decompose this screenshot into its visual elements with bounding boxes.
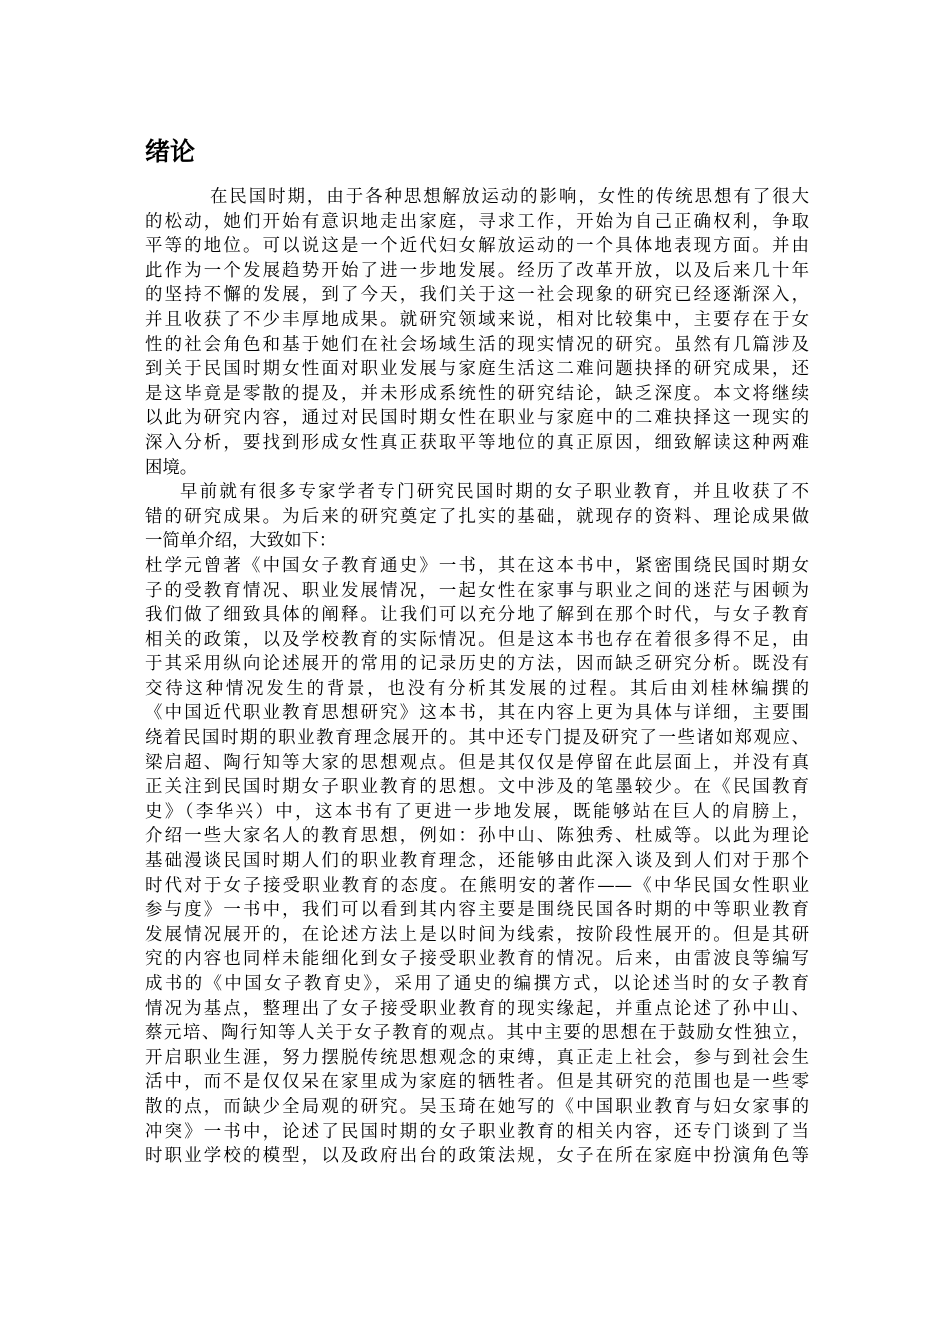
text-line: 平等的地位。可以说这是一个近代妇女解放运动的一个具体地表现方面。并由	[145, 236, 809, 257]
text-line: 是这毕竟是零散的提及，并未形成系统性的研究结论，缺乏深度。本文将继续	[145, 383, 809, 404]
text-line: 我们做了细致具体的阐释。让我们可以充分地了解到在那个时代，与女子教育	[145, 605, 809, 626]
text-line: 《中国近代职业教育思想研究》这本书，其在内容上更为具体与详细，主要围	[145, 703, 809, 724]
text-line: 此作为一个发展趋势开始了进一步地发展。经历了改革开放，以及后来几十年	[145, 260, 809, 281]
text-line: 困境。	[145, 457, 198, 478]
text-line: 到关于民国时期女性面对职业发展与家庭生活这二难问题抉择的研究成果，还	[145, 359, 809, 380]
text-line: 错的研究成果。为后来的研究奠定了扎实的基础，就现存的资料、理论成果做	[145, 506, 809, 527]
text-line: 时职业学校的模型，以及政府出台的政策法规，女子在所在家庭中扮演角色等	[145, 1146, 809, 1167]
text-line: 梁启超、陶行知等大家的思想观点。但是其仅仅是停留在此层面上，并没有真	[145, 752, 809, 773]
text-line: 冲突》一书中，论述了民国时期的女子职业教育的相关内容，还专门谈到了当	[145, 1121, 809, 1142]
text-line: 史》（李华兴）中，这本书有了更进一步地发展，既能够站在巨人的肩膀上，	[145, 801, 809, 822]
text-line: 散的点，而缺少全局观的研究。吴玉琦在她写的《中国职业教育与妇女家事的	[145, 1096, 809, 1117]
text-line: 一简单介绍，大致如下：	[145, 531, 337, 552]
text-line: 开启职业生涯，努力摆脱传统思想观念的束缚，真正走上社会，参与到社会生	[145, 1047, 809, 1068]
text-line: 介绍一些大家名人的教育思想，例如：孙中山、陈独秀、杜威等。以此为理论	[145, 826, 809, 847]
text-line: 的松动，她们开始有意识地走出家庭，寻求工作，开始为自己正确权利，争取	[145, 211, 809, 232]
body-text	[145, 185, 809, 1169]
text-line: 成书的《中国女子教育史》，采用了通史的编撰方式，以论述当时的女子教育	[145, 974, 809, 994]
text-line: 究的内容也同样未能细化到女子接受职业教育的情况。后来，由雷波良等编写	[145, 949, 809, 970]
section-heading: 绪论	[145, 137, 196, 166]
text-line: 正关注到民国时期女子职业教育的思想。文中涉及的笔墨较少。在《民国教育	[145, 777, 809, 798]
text-line: 参与度》一书中，我们可以看到其内容主要是围绕民国各时期的中等职业教育	[145, 900, 809, 921]
text-line: 情况为基点，整理出了女子接受职业教育的现实缘起，并重点论述了孙中山、	[145, 998, 809, 1019]
text-line: 蔡元培、陶行知等人关于女子教育的观点。其中主要的思想在于鼓励女性独立，	[145, 1023, 809, 1044]
text-line: 绕着民国时期的职业教育理念展开的。其中还专门提及研究了一些诸如郑观应、	[145, 728, 809, 749]
text-line: 以此为研究内容，通过对民国时期女性在职业与家庭中的二难抉择这一现实的	[145, 408, 809, 429]
text-line: 于其采用纵向论述展开的常用的记录历史的方法，因而缺乏研究分析。既没有	[145, 654, 809, 675]
text-line: 性的社会角色和基于她们在社会场域生活的现实情况的研究。虽然有几篇涉及	[145, 334, 809, 355]
text-line: 子的受教育情况、职业发展情况，一起女性在家事与职业之间的迷茫与困顿为	[145, 580, 809, 601]
text-line: 在民国时期，由于各种思想解放运动的影响，女性的传统思想有了很大	[210, 187, 809, 207]
text-line: 活中，而不是仅仅呆在家里成为家庭的牺牲者。但是其研究的范围也是一些零	[145, 1072, 809, 1093]
text-line: 相关的政策，以及学校教育的实际情况。但是这本书也存在着很多得不足，由	[145, 629, 809, 650]
text-line: 并且收获了不少丰厚地成果。就研究领域来说，相对比较集中，主要存在于女	[145, 309, 809, 330]
text-line: 交待这种情况发生的背景，也没有分析其发展的过程。其后由刘桂林编撰的	[145, 678, 809, 699]
text-line: 发展情况展开的，在论述方法上是以时间为线索，按阶段性展开的。但是其研	[145, 924, 809, 945]
text-line: 杜学元曾著《中国女子教育通史》一书，其在这本书中，紧密围绕民国时期女	[145, 555, 809, 576]
text-line: 基础漫谈民国时期人们的职业教育理念，还能够由此深入谈及到人们对于那个	[145, 851, 809, 872]
text-line: 的坚持不懈的发展，到了今天，我们关于这一社会现象的研究已经逐渐深入，	[145, 285, 809, 306]
text-line: 早前就有很多专家学者专门研究民国时期的女子职业教育，并且收获了不	[180, 482, 809, 503]
text-line: 时代对于女子接受职业教育的态度。在熊明安的著作——《中华民国女性职业	[145, 875, 809, 896]
text-line: 深入分析，要找到形成女性真正获取平等地位的真正原因，细致解读这种两难	[145, 432, 809, 453]
